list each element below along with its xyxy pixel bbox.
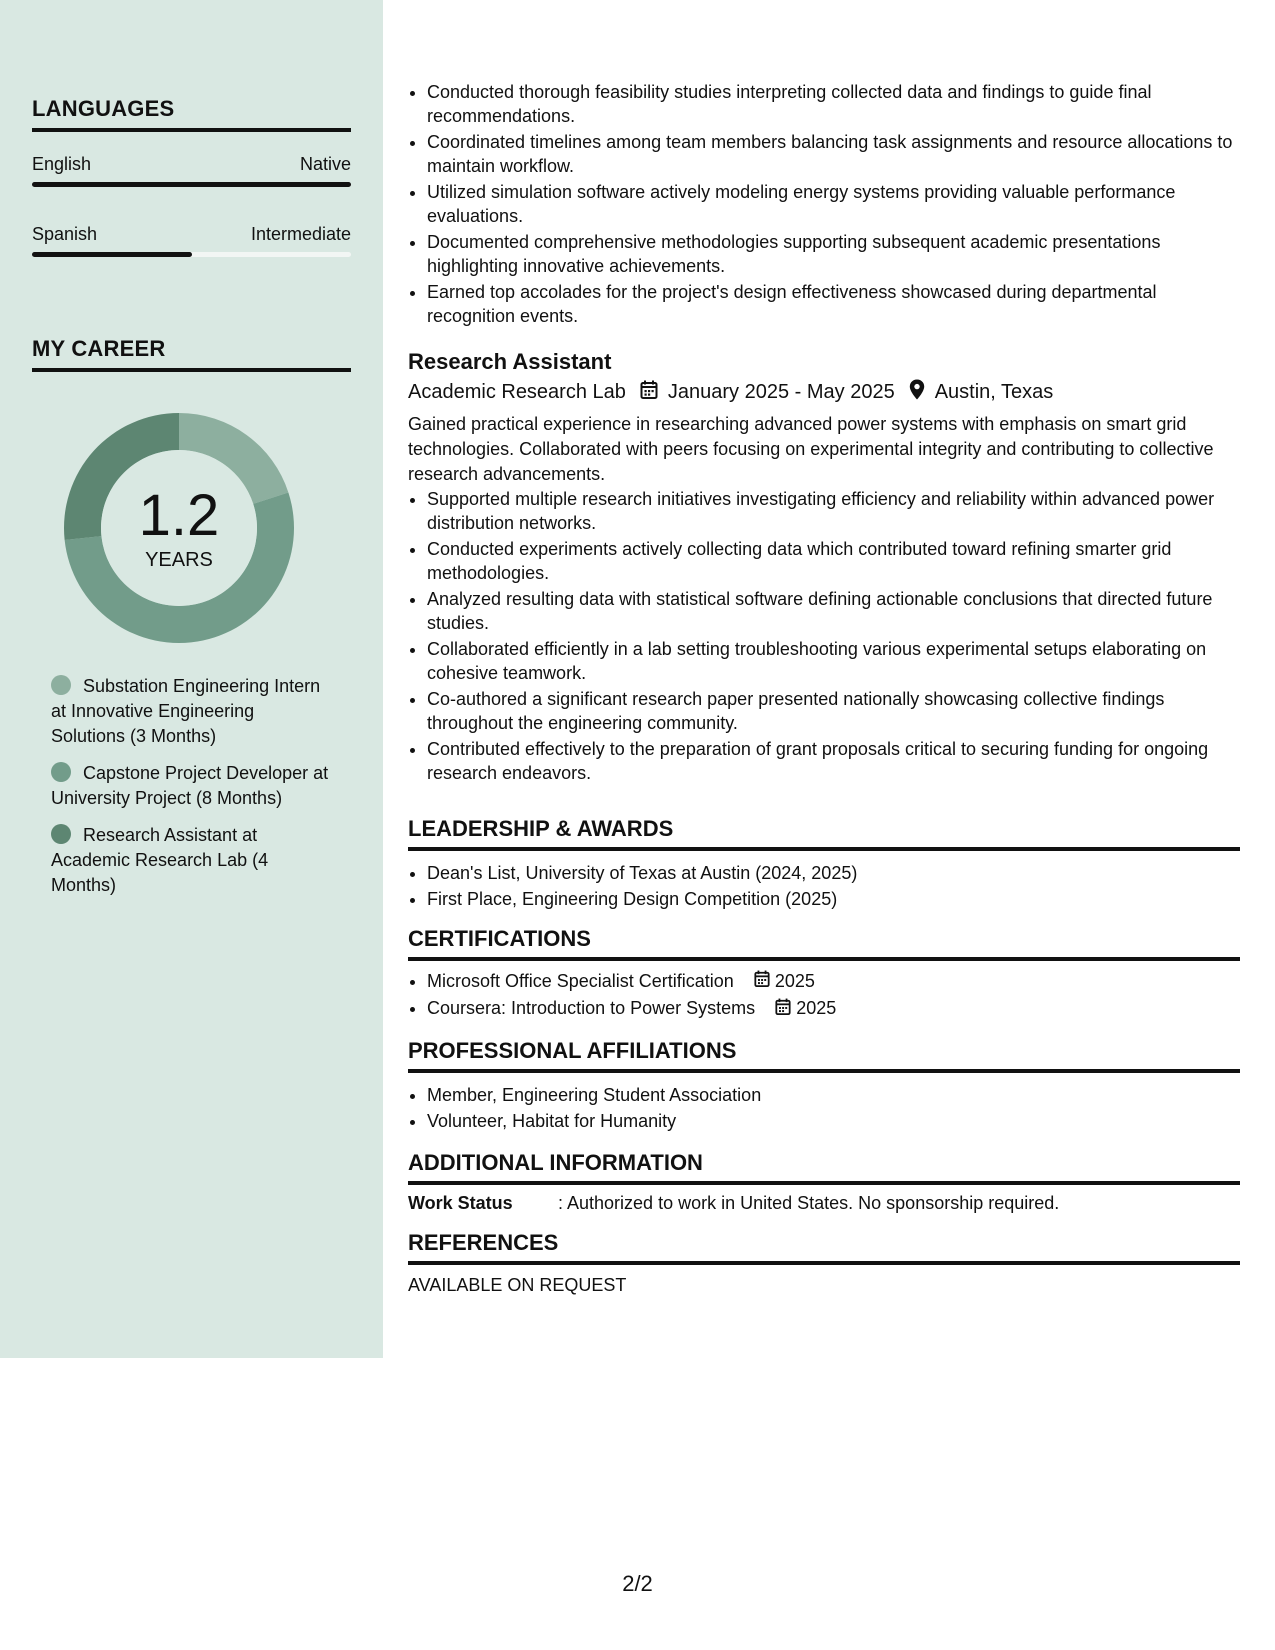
certification-item	[427, 996, 1240, 1021]
work-status-label: Work Status	[408, 1193, 513, 1213]
job-title: Research Assistant	[408, 349, 612, 374]
legend-dot	[51, 762, 71, 782]
calendar-icon	[640, 380, 658, 406]
list-item: • Earned top accolades for the project's design effectiveness showcased during departmental recognition events.	[427, 280, 1240, 328]
donut-center	[64, 413, 294, 643]
legend-item	[51, 761, 331, 811]
language-proficiency-fill	[32, 252, 192, 257]
calendar-icon	[754, 970, 770, 994]
list-item: • Documented comprehensive methodologies supporting subsequent academic presentations highlighting innovative achievements.	[427, 230, 1240, 278]
list-item: • Co-authored a significant research paper presented nationally showcasing collective findings throughout the engineering community.	[427, 687, 1240, 735]
certification-item	[427, 969, 1240, 994]
job-meta	[408, 379, 1240, 406]
certifications-section	[408, 926, 1240, 1024]
list-item: • Member, Engineering Student Association	[427, 1083, 1240, 1107]
career-total-value: 1.2	[138, 483, 220, 548]
list-item: • Dean's List, University of Texas at Austin (2024, 2025)	[427, 861, 1240, 885]
references-section	[408, 1230, 1240, 1296]
additional-info-section	[408, 1150, 1240, 1214]
list-item: • Contributed effectively to the preparation of grant proposals critical to securing funding for ongoing research endeavors.	[427, 737, 1240, 785]
location-pin-icon	[909, 379, 925, 406]
list-item: • Supported multiple research initiatives investigating efficiency and reliability within advanced power distribution networks.	[427, 487, 1240, 535]
language-item	[32, 154, 351, 187]
list-item: • Conducted thorough feasibility studies interpreting collected data and findings to guide final recommendations.	[427, 80, 1240, 128]
language-name: Spanish	[32, 224, 98, 244]
leadership-section	[408, 816, 1240, 913]
language-item	[32, 224, 351, 257]
work-status-value: : Authorized to work in United States. No sponsorship required.	[558, 1193, 1060, 1213]
language-name: English	[32, 154, 92, 174]
legend-label: Capstone Project Developer at University Project (8 Months)	[51, 763, 329, 808]
language-proficiency-bar	[32, 252, 351, 257]
certification-name: Microsoft Office Specialist Certification	[427, 971, 734, 991]
list-item: • Volunteer, Habitat for Humanity	[427, 1109, 1240, 1133]
career-donut-chart	[64, 413, 294, 643]
affiliations-heading: PROFESSIONAL AFFILIATIONS	[408, 1038, 1240, 1073]
legend-item	[51, 674, 331, 749]
page-number: 2/2	[622, 1571, 653, 1596]
job-location: Austin, Texas	[934, 381, 1054, 403]
affiliations-section	[408, 1038, 1240, 1135]
languages-section	[32, 96, 351, 257]
languages-heading: LANGUAGES	[32, 96, 351, 132]
legend-item	[51, 823, 331, 898]
certification-name: Coursera: Introduction to Power Systems	[427, 998, 756, 1019]
previous-job-bullets	[408, 80, 1240, 330]
job-company: Academic Research Lab	[408, 381, 626, 403]
list-item: • Coordinated timelines among team members balancing task assignments and resource allocations to maintain workflow.	[427, 130, 1240, 178]
list-item: • Conducted experiments actively collecting data which contributed toward refining smarter grid methodologies.	[427, 537, 1240, 585]
calendar-icon	[775, 998, 791, 1022]
list-item: • Analyzed resulting data with statistical software defining actionable conclusions that directed future studies.	[427, 587, 1240, 635]
legend-label: Research Assistant at Academic Research Lab (4 Months)	[51, 825, 269, 895]
career-legend	[51, 674, 331, 910]
legend-dot	[51, 824, 71, 844]
list-item: • Collaborated efficiently in a lab setting troubleshooting various experimental setups elaborating on cohesive teamwork.	[427, 637, 1240, 685]
career-total-unit: YEARS	[145, 549, 213, 571]
job-description: Gained practical experience in researching advanced power systems with emphasis on smart grid technologies. Collaborated with peers focusing on experimental integrity and contributing to collective research advancements.	[408, 414, 1214, 484]
references-heading: REFERENCES	[408, 1230, 1240, 1265]
job-bullets	[408, 487, 1240, 785]
job-entry	[408, 349, 1240, 787]
language-proficiency-bar	[32, 182, 351, 187]
references-text: AVAILABLE ON REQUEST	[408, 1275, 627, 1295]
certification-year: 2025	[796, 998, 837, 1019]
job-dates: January 2025 - May 2025	[667, 381, 895, 403]
language-proficiency-fill	[32, 182, 351, 187]
career-heading: MY CAREER	[32, 336, 351, 372]
career-section	[32, 336, 351, 372]
list-item: • First Place, Engineering Design Competition (2025)	[427, 887, 1240, 911]
sidebar	[0, 0, 383, 1358]
certifications-heading: CERTIFICATIONS	[408, 926, 1240, 961]
leadership-heading: LEADERSHIP & AWARDS	[408, 816, 1240, 851]
legend-dot	[51, 675, 71, 695]
language-level: Intermediate	[250, 224, 351, 244]
language-level: Native	[299, 154, 351, 174]
certification-year: 2025	[774, 971, 815, 991]
work-status-row	[408, 1193, 1240, 1214]
list-item: • Utilized simulation software actively modeling energy systems providing valuable performance evaluations.	[427, 180, 1240, 228]
legend-label: Substation Engineering Intern at Innovative Engineering Solutions (3 Months)	[51, 676, 321, 746]
additional-info-heading: ADDITIONAL INFORMATION	[408, 1150, 1240, 1185]
